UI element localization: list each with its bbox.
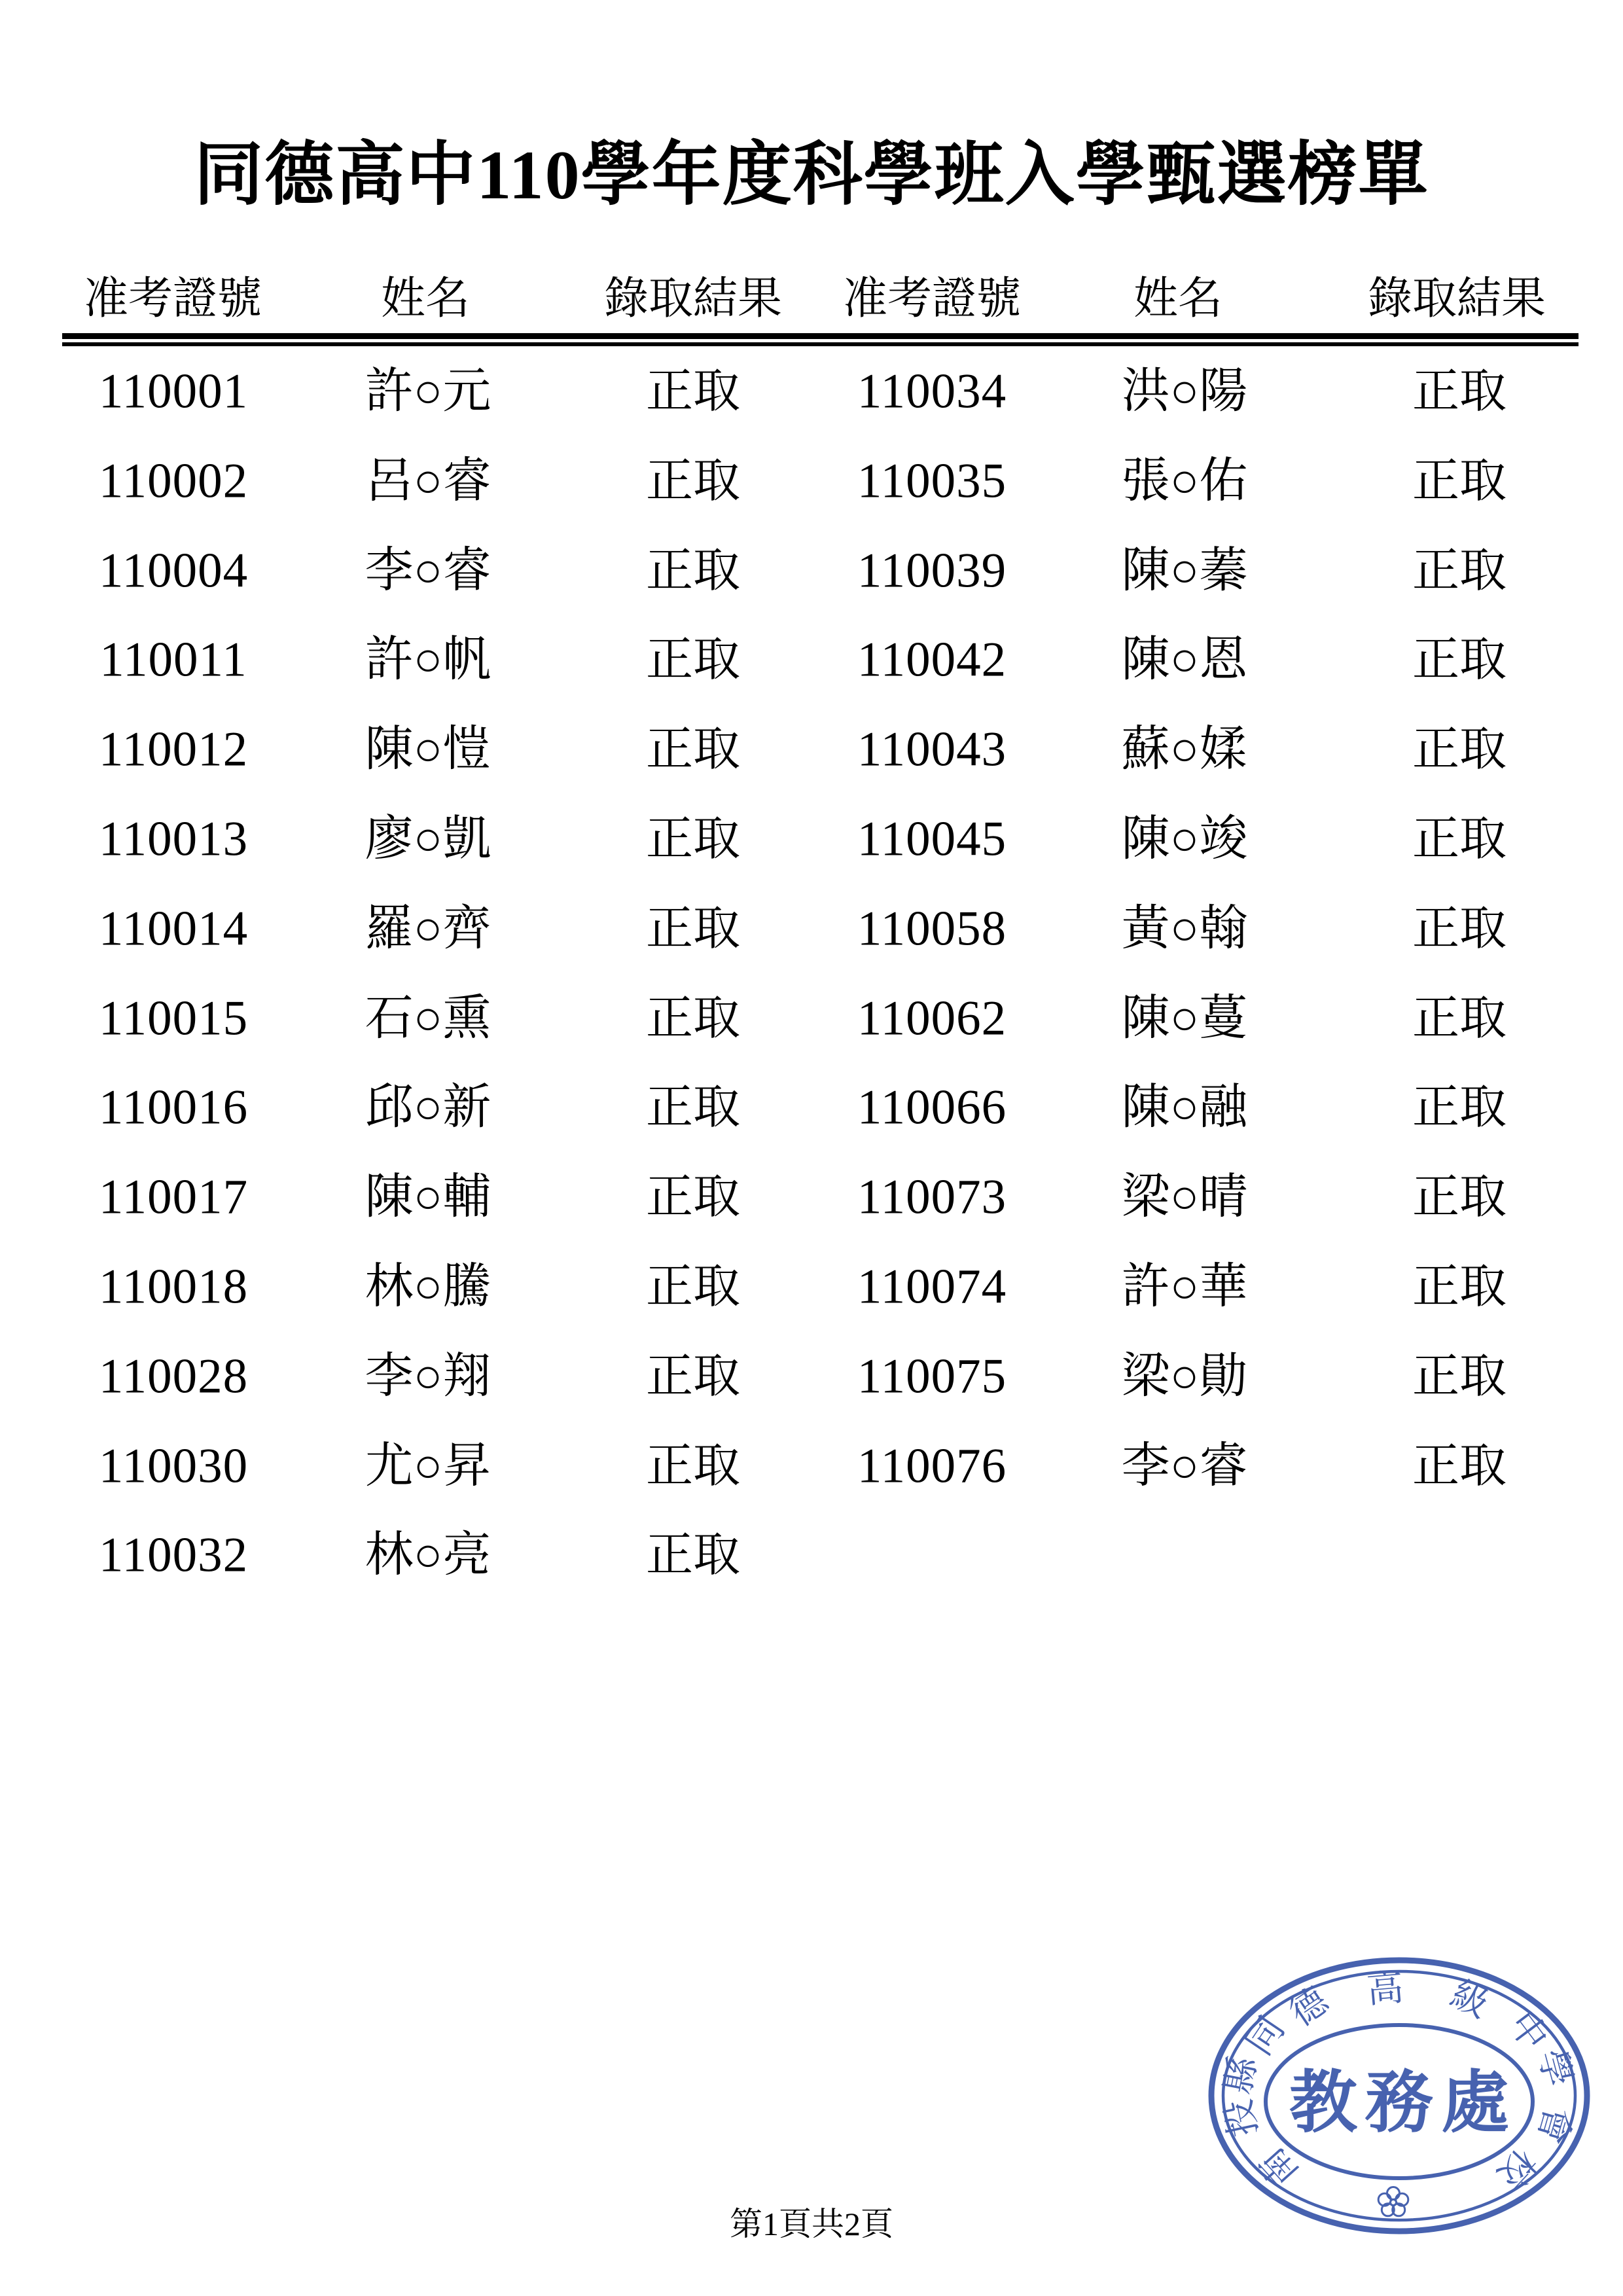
- result-cell: 正取: [645, 723, 741, 776]
- name-cell: 許○帆: [365, 633, 491, 687]
- header-cell: 姓名: [1133, 274, 1223, 323]
- stamp-ring-char: 南: [1252, 2140, 1307, 2195]
- name-cell: 林○騰: [365, 1260, 491, 1314]
- result-cell: 正取: [1412, 454, 1507, 507]
- exam-number-cell: 110012: [98, 722, 249, 777]
- plum-blossom-icon: [1378, 2187, 1408, 2216]
- header-cell: 准考證號: [83, 274, 262, 323]
- exam-number-cell: 110018: [98, 1259, 249, 1314]
- exam-number-cell: 110043: [857, 722, 1007, 777]
- exam-number-cell: 110075: [857, 1349, 1007, 1404]
- name-cell: 陳○恩: [1121, 633, 1248, 687]
- exam-number-cell: 110004: [98, 543, 249, 598]
- result-cell: 正取: [1412, 813, 1507, 865]
- exam-number-cell: 110014: [98, 901, 249, 956]
- stamp-ring-char: 德: [1282, 1980, 1336, 2035]
- result-cell: 正取: [1412, 992, 1507, 1045]
- page-number: 第1頁共2頁: [730, 2206, 893, 2242]
- result-cell: 正取: [645, 1350, 741, 1403]
- stamp-ring-char: 投: [1218, 2096, 1266, 2140]
- name-cell: 石○熏: [365, 991, 491, 1045]
- page-title: 同德高中110學年度科學班入學甄選榜單: [194, 137, 1429, 213]
- name-cell: 陳○蓁: [1121, 543, 1248, 598]
- stamp-ring-char: 級: [1444, 1973, 1495, 2026]
- exam-number-cell: 110062: [857, 991, 1007, 1046]
- stamp-ring-char: 校: [1489, 2141, 1544, 2196]
- result-cell: 正取: [645, 634, 741, 687]
- exam-number-cell: 110030: [98, 1439, 249, 1494]
- name-cell: 黃○翰: [1121, 901, 1248, 956]
- exam-number-cell: 110013: [98, 812, 249, 867]
- stamp-ring-char: 縣: [1217, 2053, 1265, 2098]
- name-cell: 李○翔: [365, 1349, 491, 1403]
- exam-number-cell: 110016: [98, 1080, 249, 1135]
- stamp-center-text: 教務處: [1289, 2066, 1518, 2141]
- name-cell: 蘇○媃: [1121, 723, 1248, 777]
- result-cell: 正取: [645, 1439, 741, 1492]
- header-cell: 錄取結果: [1367, 274, 1546, 323]
- exam-number-cell: 110035: [857, 454, 1007, 509]
- result-cell: 正取: [645, 1261, 741, 1313]
- result-cell: 正取: [1412, 1350, 1507, 1403]
- result-cell: 正取: [645, 1529, 741, 1582]
- exam-number-cell: 110039: [857, 543, 1007, 598]
- name-cell: 許○元: [365, 365, 491, 418]
- result-cell: 正取: [1412, 634, 1507, 687]
- name-cell: 李○睿: [1121, 1439, 1248, 1493]
- name-cell: 羅○齊: [365, 901, 491, 956]
- result-cell: 正取: [645, 992, 741, 1045]
- exam-number-cell: 110058: [857, 901, 1007, 956]
- name-cell: 林○亮: [365, 1528, 491, 1583]
- exam-number-cell: 110002: [98, 454, 249, 509]
- result-cell: 正取: [1412, 1439, 1507, 1492]
- result-cell: 正取: [1412, 1261, 1507, 1313]
- name-cell: 陳○輔: [365, 1170, 491, 1225]
- header-cell: 准考證號: [842, 274, 1022, 323]
- result-cell: 正取: [1412, 1081, 1507, 1134]
- exam-number-cell: 110017: [98, 1170, 249, 1225]
- result-cell: 正取: [1412, 723, 1507, 776]
- exam-number-cell: 110066: [857, 1080, 1007, 1135]
- exam-number-cell: 110032: [98, 1528, 249, 1583]
- result-cell: 正取: [645, 544, 741, 597]
- header-rule-thin: [62, 342, 1578, 346]
- stamp-ring-char: 中: [1500, 2004, 1556, 2058]
- exam-number-cell: 110076: [857, 1439, 1007, 1494]
- result-cell: 正取: [645, 813, 741, 865]
- header-rule-thick: [62, 333, 1578, 339]
- header-cell: 姓名: [380, 274, 471, 323]
- name-cell: 梁○勛: [1121, 1349, 1248, 1403]
- name-cell: 許○華: [1121, 1260, 1248, 1314]
- office-stamp: [1203, 1950, 1596, 2238]
- result-cell: 正取: [645, 1081, 741, 1134]
- name-cell: 張○佑: [1121, 454, 1248, 508]
- exam-number-cell: 110045: [857, 812, 1007, 867]
- result-cell: 正取: [645, 902, 741, 955]
- result-cell: 正取: [1412, 365, 1507, 418]
- name-cell: 陳○融: [1121, 1081, 1248, 1135]
- result-cell: 正取: [1412, 1171, 1507, 1224]
- exam-number-cell: 110001: [98, 364, 249, 419]
- result-cell: 正取: [645, 454, 741, 507]
- exam-number-cell: 110015: [98, 991, 249, 1046]
- stamp-ring-char: 學: [1530, 2045, 1579, 2091]
- name-cell: 洪○陽: [1121, 365, 1248, 418]
- result-cell: 正取: [1412, 902, 1507, 955]
- exam-number-cell: 110073: [857, 1170, 1007, 1225]
- name-cell: 尤○昇: [365, 1439, 491, 1493]
- name-cell: 陳○愷: [365, 723, 491, 777]
- result-cell: 正取: [645, 365, 741, 418]
- stamp-ring-char: 高: [1364, 1967, 1406, 2011]
- name-cell: 陳○蔓: [1121, 991, 1248, 1045]
- result-cell: 正取: [1412, 544, 1507, 597]
- name-cell: 廖○凱: [365, 812, 491, 866]
- name-cell: 邱○新: [365, 1081, 491, 1135]
- exam-number-cell: 110042: [857, 632, 1007, 687]
- name-cell: 呂○睿: [365, 454, 491, 508]
- exam-number-cell: 110034: [857, 364, 1007, 419]
- exam-number-cell: 110028: [98, 1349, 249, 1404]
- exam-number-cell: 110074: [857, 1259, 1007, 1314]
- stamp-ring-char: 會: [1529, 2102, 1578, 2149]
- name-cell: 陳○竣: [1121, 812, 1248, 866]
- header-cell: 錄取結果: [603, 274, 783, 323]
- name-cell: 梁○晴: [1121, 1170, 1248, 1225]
- exam-number-cell: 110011: [99, 632, 247, 687]
- result-cell: 正取: [645, 1171, 741, 1224]
- name-cell: 李○睿: [365, 543, 491, 598]
- stamp-ring-char: 同: [1238, 2009, 1293, 2063]
